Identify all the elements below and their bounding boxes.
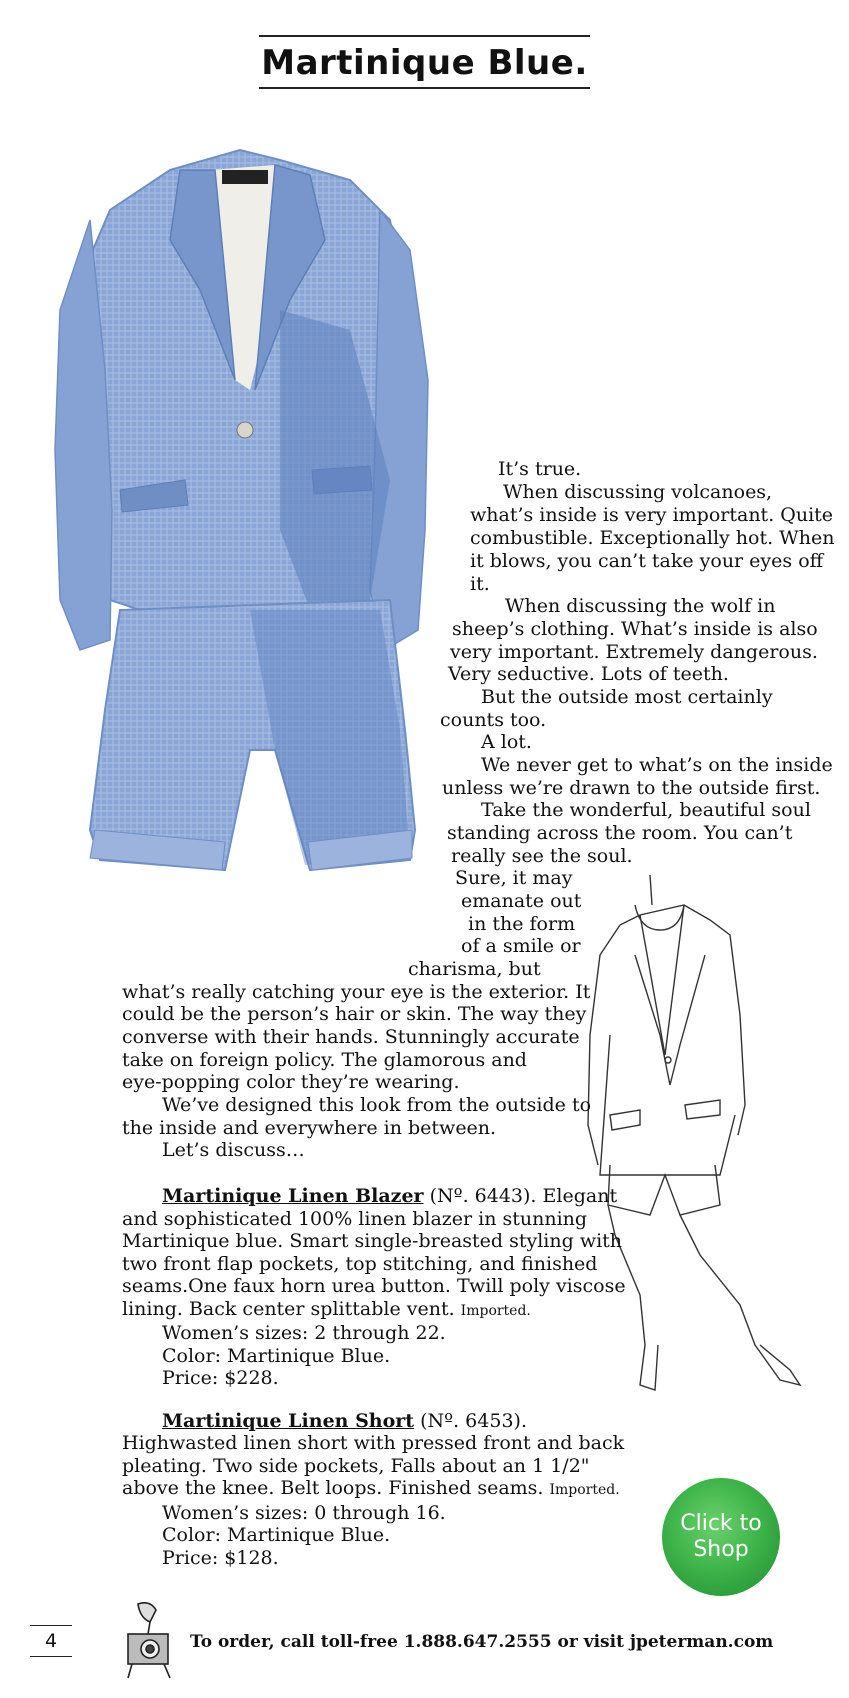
intro-line: combustible. Exceptionally hot. When xyxy=(470,527,835,549)
order-info: To order, call toll-free 1.888.647.2555 or visit jpeterman.com xyxy=(190,1632,774,1652)
intro-line: very important. Extremely dangerous. xyxy=(450,641,818,663)
click-to-shop-button[interactable] xyxy=(662,1478,780,1596)
product-price: Price: $228. xyxy=(162,1367,279,1389)
intro-line: A lot. xyxy=(481,731,532,753)
product-color: Color: Martinique Blue. xyxy=(162,1524,391,1546)
intro-line: take on foreign policy. The glamorous and xyxy=(122,1049,527,1071)
product-blazer xyxy=(122,1185,642,1390)
intro-line: Let’s discuss… xyxy=(162,1139,305,1161)
intro-line: in the form xyxy=(468,913,576,935)
product-short xyxy=(122,1410,642,1570)
intro-line: could be the person’s hair or skin. The way they xyxy=(122,1003,587,1025)
intro-line: It’s true. xyxy=(498,458,582,480)
intro-line: standing across the room. You can’t xyxy=(447,822,793,844)
intro-line: what’s really catching your eye is the exterior. It xyxy=(122,981,591,1003)
intro-line: charisma, but xyxy=(408,958,541,980)
intro-line: Sure, it may xyxy=(455,867,573,889)
imported-note: Imported. xyxy=(460,1302,531,1319)
intro-line: eye-popping color they’re wearing. xyxy=(122,1071,460,1093)
shop-button-line2: Shop xyxy=(693,1537,749,1562)
intro-line: When discussing volcanoes, xyxy=(503,481,773,503)
product-number: (Nº. 6453). xyxy=(414,1409,527,1432)
intro-line: it blows, you can’t take your eyes off xyxy=(470,550,824,572)
product-color: Color: Martinique Blue. xyxy=(162,1344,391,1367)
product-sizes: Women’s sizes: 2 through 22. xyxy=(162,1322,446,1344)
product-price: Price: $128. xyxy=(162,1546,279,1569)
intro-line: of a smile or xyxy=(461,935,581,957)
product-description: Highwasted linen short with pressed front and back pleating. Two side pockets, Falls about an 1 1/2" above the knee. Belt loops. Finished seams. xyxy=(122,1432,625,1499)
intro-line: emanate out xyxy=(461,890,582,912)
intro-line: We never get to what’s on the inside xyxy=(481,754,833,776)
intro-line: Very seductive. Lots of teeth. xyxy=(448,663,729,685)
intro-line: counts too. xyxy=(440,709,547,731)
imported-note: Imported. xyxy=(549,1482,620,1498)
intro-line: When discussing the wolf in xyxy=(505,595,776,617)
intro-line: But the outside most certainly xyxy=(481,686,773,708)
product-name[interactable]: Martinique Linen Blazer xyxy=(162,1185,424,1207)
intro-line: sheep’s clothing. What’s inside is also xyxy=(452,618,818,640)
intro-line: the inside and everywhere in between. xyxy=(122,1117,497,1139)
product-description: Elegant and sophisticated 100% linen blazer in stunning Martinique blue. Smart single-breasted styling with two front flap pockets, top stitching, and finished seams.One faux horn urea button. Twill poly viscose lining. Back center splittable vent. xyxy=(122,1185,626,1320)
product-sizes: Women’s sizes: 0 through 16. xyxy=(162,1501,446,1524)
intro-line: it. xyxy=(470,573,490,595)
vintage-camera-icon xyxy=(120,1600,180,1680)
intro-line: Take the wonderful, beautiful soul xyxy=(481,799,811,821)
product-name[interactable]: Martinique Linen Short xyxy=(162,1409,415,1432)
intro-line: converse with their hands. Stunningly accurate xyxy=(122,1026,580,1048)
intro-line: what’s inside is very important. Quite xyxy=(470,504,834,526)
intro-line: We’ve designed this look from the outside to xyxy=(162,1094,592,1116)
intro-line: unless we’re drawn to the outside first. xyxy=(442,777,821,799)
shop-button-line1: Click to xyxy=(680,1511,762,1536)
intro-line: really see the soul. xyxy=(451,845,633,867)
product-number: (Nº. 6443). xyxy=(423,1185,537,1207)
page-number: 4 xyxy=(30,1625,72,1657)
page-title: Martinique Blue. xyxy=(259,35,590,89)
product-descriptions xyxy=(122,1185,642,1589)
